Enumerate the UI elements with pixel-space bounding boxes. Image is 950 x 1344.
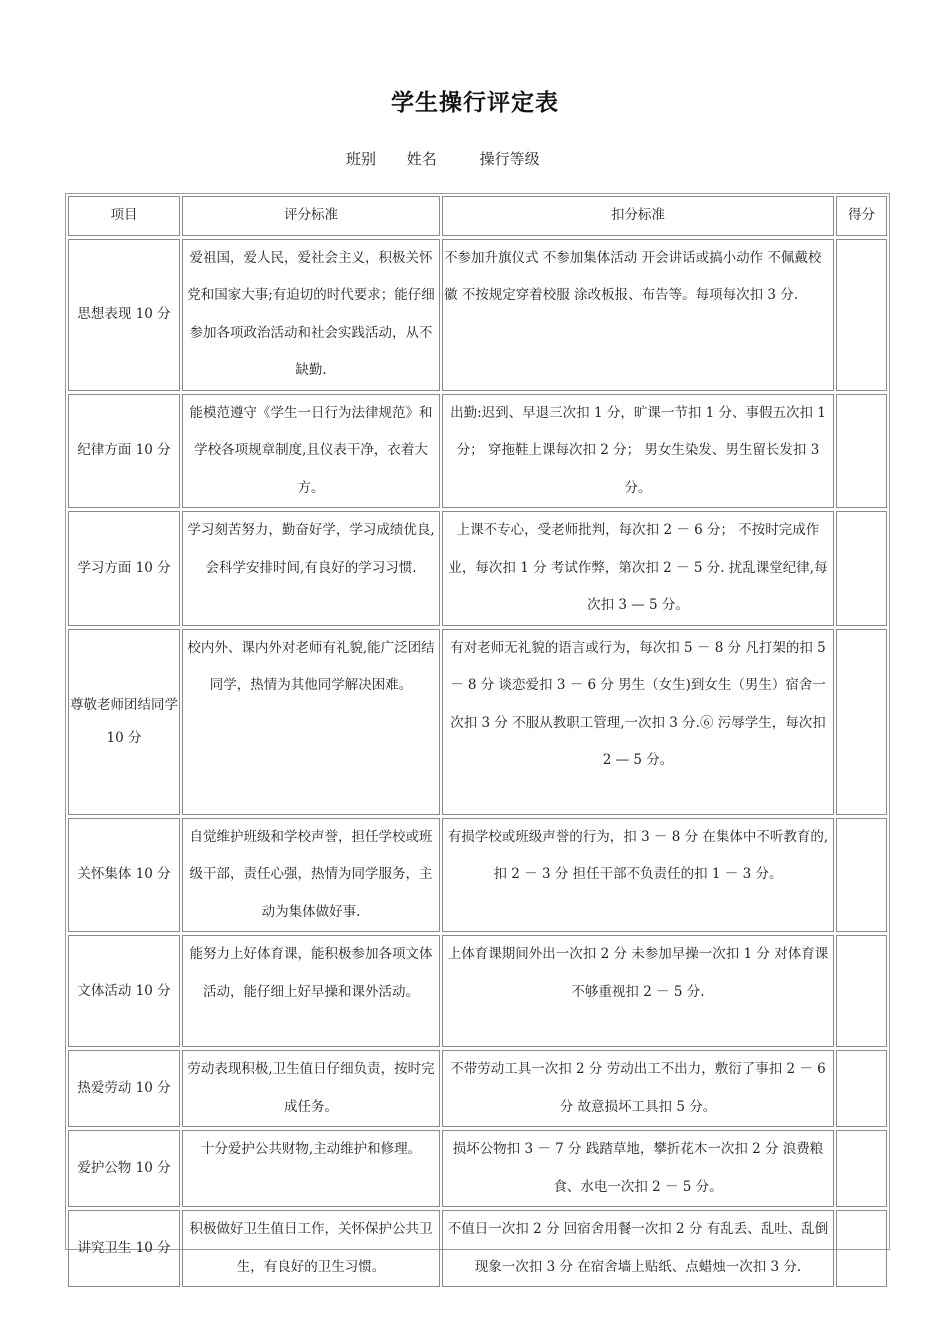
row-score[interactable]	[836, 1130, 887, 1207]
row-deduction: 出勤:迟到、早退三次扣 1 分，旷课一节扣 1 分、事假五次扣 1 分； 穿拖鞋上课每次扣 2 分； 男女生染发、男生留长发扣 3 分。	[442, 394, 834, 509]
row-criteria: 学习刻苦努力，勤奋好学，学习成绩优良,会科学安排时间,有良好的学习习惯.	[182, 511, 440, 626]
row-item: 热爱劳动 10 分	[68, 1050, 180, 1127]
row-criteria: 能努力上好体育课，能积极参加各项文体活动，能仔细上好早操和课外活动。	[182, 935, 440, 1047]
row-deduction: 上体育课期间外出一次扣 2 分 未参加早操一次扣 1 分 对体育课不够重视扣 2 － 5 分.	[442, 935, 834, 1047]
table-row	[68, 1130, 887, 1207]
evaluation-table	[68, 196, 887, 1287]
row-score[interactable]	[836, 511, 887, 626]
row-item: 尊敬老师团结同学 10 分	[68, 629, 180, 815]
row-item: 思想表现 10 分	[68, 239, 180, 391]
row-criteria: 自觉维护班级和学校声誉，担任学校或班级干部，责任心强，热情为同学服务，主动为集体做好事.	[182, 818, 440, 933]
grade-label: 操行等级	[479, 150, 540, 168]
table-row	[68, 394, 887, 509]
header-item: 项目	[68, 196, 180, 236]
row-item: 讲究卫生 10 分	[68, 1210, 180, 1287]
row-deduction: 损坏公物扣 3 － 7 分 践踏草地，攀折花木一次扣 2 分 浪费粮食、水电一次扣 2 － 5 分。	[442, 1130, 834, 1207]
row-criteria: 校内外、课内外对老师有礼貌,能广泛团结同学，热情为其他同学解决困难。	[182, 629, 440, 815]
document-title: 学生操行评定表	[391, 89, 559, 116]
row-deduction: 有损学校或班级声誉的行为，扣 3 － 8 分 在集体中不听教育的,扣 2 － 3 分 担任干部不负责任的扣 1 － 3 分。	[442, 818, 834, 933]
row-criteria: 能模范遵守《学生一日行为法律规范》和学校各项规章制度,且仪表干净，衣着大方。	[182, 394, 440, 509]
row-score[interactable]	[836, 818, 887, 933]
row-score[interactable]	[836, 239, 887, 391]
table-row	[68, 818, 887, 933]
row-item: 学习方面 10 分	[68, 511, 180, 626]
row-criteria: 十分爱护公共财物,主动维护和修理。	[182, 1130, 440, 1207]
row-deduction: 不值日一次扣 2 分 回宿舍用餐一次扣 2 分 有乱丢、乱吐、乱倒现象一次扣 3 分 在宿舍墙上贴纸、点蜡烛一次扣 3 分.	[442, 1210, 834, 1287]
table-row	[68, 935, 887, 1047]
table-row	[68, 629, 887, 815]
row-criteria: 积极做好卫生值日工作，关怀保护公共卫生，有良好的卫生习惯。	[182, 1210, 440, 1287]
row-criteria: 爱祖国，爱人民，爱社会主义，积极关怀党和国家大事;有迫切的时代要求；能仔细参加各项政治活动和社会实践活动，从不缺勤.	[182, 239, 440, 391]
table-row	[68, 1050, 887, 1127]
class-label: 班别	[346, 150, 377, 168]
header-fields	[346, 148, 540, 169]
table-row	[68, 1210, 887, 1287]
row-item: 纪律方面 10 分	[68, 394, 180, 509]
table-row	[68, 511, 887, 626]
row-item: 关怀集体 10 分	[68, 818, 180, 933]
row-deduction: 不带劳动工具一次扣 2 分 劳动出工不出力，敷衍了事扣 2 － 6 分 故意损坏工具扣 5 分。	[442, 1050, 834, 1127]
row-score[interactable]	[836, 629, 887, 815]
row-deduction: 上课不专心，受老师批判，每次扣 2 － 6 分； 不按时完成作业，每次扣 1 分 考试作弊，第次扣 2 － 5 分. 扰乱课堂纪律,每次扣 3 — 5 分。	[442, 511, 834, 626]
row-item: 爱护公物 10 分	[68, 1130, 180, 1207]
row-score[interactable]	[836, 394, 887, 509]
row-score[interactable]	[836, 1210, 887, 1287]
row-score[interactable]	[836, 935, 887, 1047]
header-criteria: 评分标准	[182, 196, 440, 236]
row-item: 文体活动 10 分	[68, 935, 180, 1047]
row-score[interactable]	[836, 1050, 887, 1127]
name-label: 姓名	[406, 150, 437, 168]
row-criteria: 劳动表现积极,卫生值日仔细负责，按时完成任务。	[182, 1050, 440, 1127]
row-deduction: 不参加升旗仪式 不参加集体活动 开会讲话或搞小动作 不佩戴校徽 不按规定穿着校服 涂改板报、布告等。每项每次扣 3 分.	[442, 239, 834, 391]
header-row	[68, 196, 887, 236]
header-deduction: 扣分标准	[442, 196, 834, 236]
row-deduction: 有对老师无礼貌的语言或行为，每次扣 5 － 8 分 凡打架的扣 5 － 8 分 谈恋爱扣 3 － 6 分 男生（女生)到女生（男生）宿舍一次扣 3 分 不服从教职工管理,一次扣 3 分.⑥ 污辱学生，每次扣 2 — 5 分。	[442, 629, 834, 815]
table-row	[68, 239, 887, 391]
header-score: 得分	[836, 196, 887, 236]
